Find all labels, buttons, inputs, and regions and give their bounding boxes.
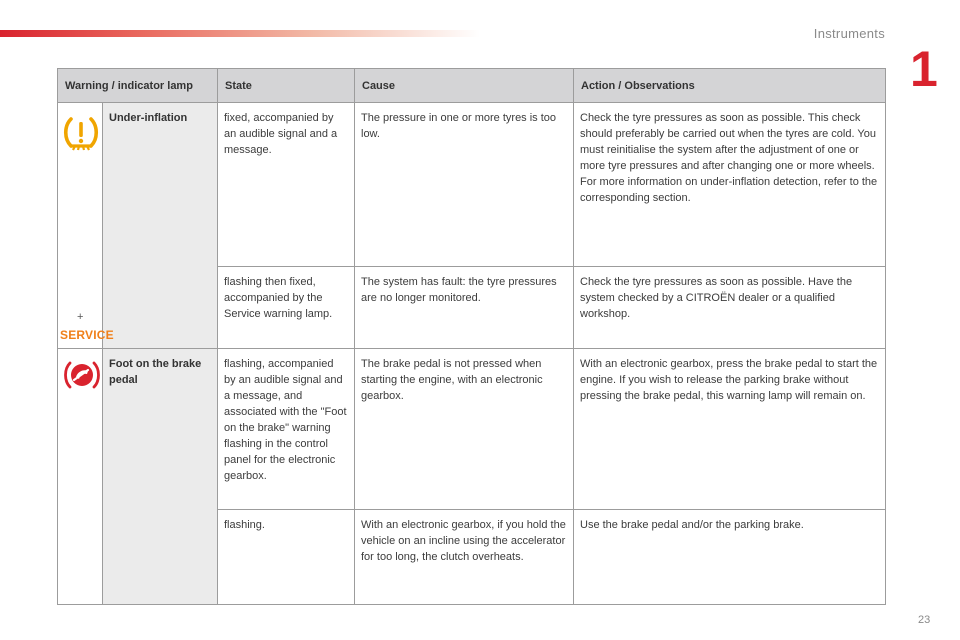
table-row [58, 349, 886, 510]
cause-cell: The brake pedal is not pressed when starting the engine, with an electronic gearbox. [355, 349, 574, 510]
header-cause: Cause [355, 69, 574, 103]
header-lamp: Warning / indicator lamp [58, 69, 218, 103]
service-warning-icon: SERVICE [60, 328, 114, 342]
table-header-row [58, 69, 886, 103]
header-action: Action / Observations [574, 69, 886, 103]
action-cell: Check the tyre pressures as soon as possible. Have the system checked by a CITROËN dealer or a qualified workshop. [574, 267, 886, 349]
lamp-name-foot-on-brake: Foot on the brake pedal [103, 349, 218, 605]
lamp-icon-cell [58, 103, 114, 349]
table-row [58, 103, 886, 267]
header-accent-bar [0, 30, 480, 37]
chapter-number: 1 [910, 41, 938, 97]
cause-cell: With an electronic gearbox, if you hold the vehicle on an incline using the accelerator for too long, the clutch overheats. [355, 510, 574, 605]
header-state: State [218, 69, 355, 103]
action-cell: With an electronic gearbox, press the brake pedal to start the engine. If you wish to release the parking brake without pressing the brake pedal, this warning lamp will remain on. [574, 349, 886, 510]
action-cell: Use the brake pedal and/or the parking brake. [574, 510, 886, 605]
state-cell: fixed, accompanied by an audible signal and a message. [218, 103, 355, 267]
state-cell: flashing, accompanied by an audible signal and a message, and associated with the "Foot on the brake" warning flashing in the control panel for the electronic gearbox. [218, 349, 355, 510]
tyre-pressure-warning-icon [63, 115, 99, 153]
state-cell: flashing then fixed, accompanied by the Service warning lamp. [218, 267, 355, 349]
section-title: Instruments [813, 26, 885, 41]
plus-sign: + [77, 311, 84, 323]
action-cell: Check the tyre pressures as soon as possible. This check should preferably be carried out when the tyres are cold. You must reinitialise the system after the adjustment of one or more tyre pressures and after changing one or more wheels. For more information on under-inflation detection, refer to the corresponding section. [574, 103, 886, 267]
lamp-icon-cell [58, 349, 103, 605]
page-number: 23 [918, 614, 931, 626]
cause-cell: The pressure in one or more tyres is too low. [355, 103, 574, 267]
warning-lamps-table [57, 68, 886, 605]
state-cell: flashing. [218, 510, 355, 605]
lamp-name-under-inflation: Under-inflation [103, 103, 218, 349]
foot-on-brake-icon [63, 361, 101, 389]
cause-cell: The system has fault: the tyre pressures are no longer monitored. [355, 267, 574, 349]
